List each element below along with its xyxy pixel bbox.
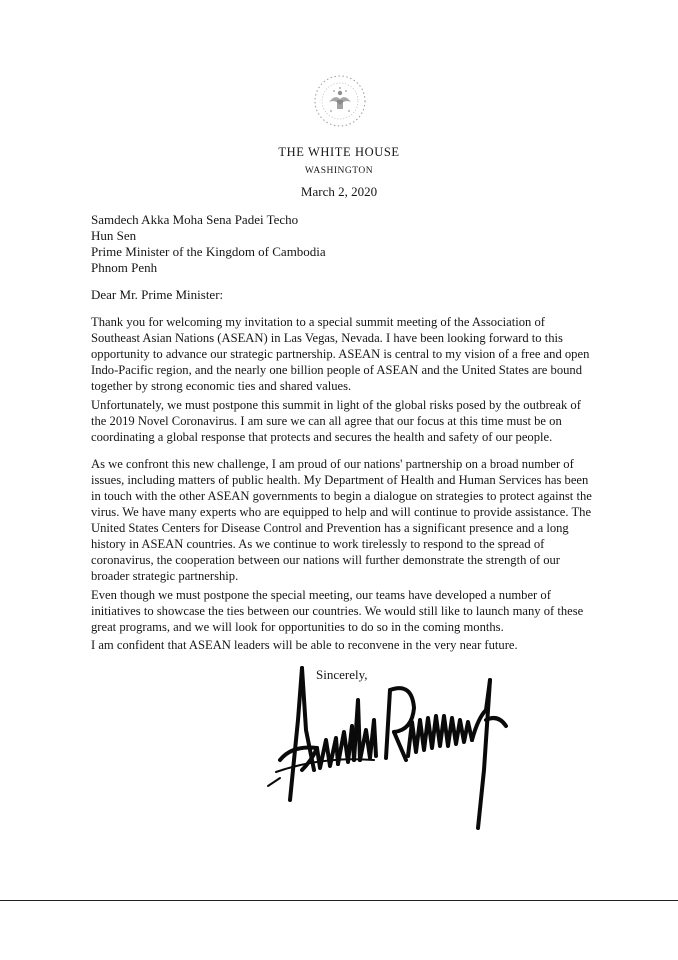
- body-paragraph: Even though we must postpone the special meeting, our teams have developed a number of initiatives to showcase the ties between our countries. We would still like to launch many of these great programs, and we will look for opportunities to do so in the coming months.: [91, 588, 584, 634]
- letterhead-subtitle: WASHINGTON: [304, 166, 374, 176]
- letter-date: March 2, 2020: [300, 184, 378, 199]
- recipient-line: Samdech Akka Moha Sena Padei Techo: [91, 212, 299, 227]
- body-paragraph: As we confront this new challenge, I am proud of our nations' partnership on a broad number of issues, including matters of public health. My Department of Health and Human Services has been in touch with the other ASEAN governments to begin a dialogue on strategies to protect against the virus. We have many experts who are equipped to help and will continue to provide assistance. The United States Centers for Disease Control and Prevention has a significant presence and a long history in ASEAN countries. As we continue to work tirelessly to respond to the spread of coronavirus, the cooperation between our nations will further demonstrate the strength of our broader strategic partnership.: [91, 457, 592, 583]
- page-edge-divider: [0, 900, 678, 901]
- recipient-line: Hun Sen: [91, 228, 137, 243]
- body-paragraph: I am confident that ASEAN leaders will be able to reconvene in the very near future.: [91, 638, 518, 652]
- presidential-seal-icon: [309, 72, 371, 130]
- handwritten-signature-icon: [262, 660, 527, 840]
- recipient-line: Phnom Penh: [91, 260, 158, 275]
- recipient-line: Prime Minister of the Kingdom of Cambodia: [91, 244, 326, 259]
- body-paragraph: Unfortunately, we must postpone this summit in light of the global risks posed by the outbreak of the 2019 Novel Coronavirus. I am sure we can all agree that our focus at this time must be on coordinating a global response that protects and secures the health and safety of our people.: [91, 398, 581, 444]
- closing: Sincerely,: [316, 667, 368, 682]
- letterhead-title: THE WHITE HOUSE: [278, 145, 400, 159]
- salutation: Dear Mr. Prime Minister:: [91, 287, 224, 302]
- recipient-address: [91, 212, 326, 276]
- body-paragraph: Thank you for welcoming my invitation to a special summit meeting of the Association of Southeast Asian Nations (ASEAN) in Las Vegas, Nevada. I have been looking forward to this opportunity to advance our strategic partnership. ASEAN is central to my vision of a free and open Indo-Pacific region, and the nearly one billion people of ASEAN and the United States are bound together by strong economic ties and shared values.: [91, 315, 590, 393]
